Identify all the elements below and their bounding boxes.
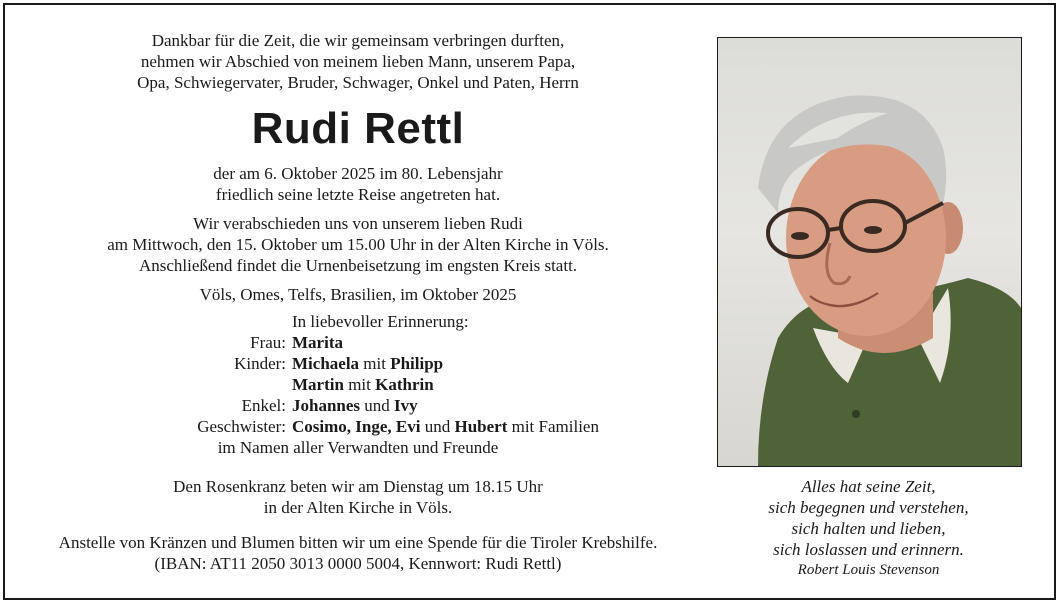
quote xyxy=(717,476,1020,580)
death-line: friedlich seine letzte Reise angetreten hat. xyxy=(215,185,501,204)
farewell-line: Anschließend findet die Urnenbeisetzung im engsten Kreis statt. xyxy=(138,256,578,275)
mourners-heading: In liebevoller Erinnerung: xyxy=(292,312,469,331)
grandchild-name: Ivy xyxy=(394,396,418,415)
donation-line: (IBAN: AT11 2050 3013 0000 5004, Kennwort: Rudi Rettl) xyxy=(154,554,562,573)
relatives-line: im Namen aller Verwandten und Freunde xyxy=(217,438,499,457)
rosary-line: Den Rosenkranz beten wir am Dienstag um 18.15 Uhr xyxy=(173,477,543,496)
partner-name: Philipp xyxy=(390,354,444,373)
quote-line: sich halten und lieben, xyxy=(791,519,946,538)
deceased-name: Rudi Rettl xyxy=(251,104,465,153)
farewell-line: am Mittwoch, den 15. Oktober um 15.00 Uhr in der Alten Kirche in Völs. xyxy=(107,235,609,254)
donation-line: Anstelle von Kränzen und Blumen bitten wir um eine Spende für die Tiroler Krebshilfe. xyxy=(58,533,658,552)
intro-line: nehmen wir Abschied von meinem lieben Mann, unserem Papa, xyxy=(140,52,576,71)
child-name: Michaela xyxy=(292,354,360,373)
siblings-suffix: mit Familien xyxy=(507,417,599,436)
wife-label: Frau: xyxy=(250,333,286,352)
obituary-text xyxy=(18,30,698,574)
children-label: Kinder: xyxy=(234,354,286,373)
grandchild-name: Johannes xyxy=(292,396,361,415)
and-text: und xyxy=(420,417,455,436)
death-line: der am 6. Oktober 2025 im 80. Lebensjahr xyxy=(213,164,503,183)
intro-line: Opa, Schwiegervater, Bruder, Schwager, Onkel und Paten, Herrn xyxy=(137,73,579,92)
farewell-line: Wir verabschieden uns von unserem lieben Rudi xyxy=(193,214,523,233)
quote-line: sich begegnen und verstehen, xyxy=(768,498,969,517)
portrait-photo xyxy=(717,37,1022,467)
partner-name: Kathrin xyxy=(375,375,434,394)
siblings-label: Geschwister: xyxy=(197,417,286,436)
mourners-list xyxy=(18,311,698,437)
portrait-illustration xyxy=(718,38,1021,466)
place-date: Völs, Omes, Telfs, Brasilien, im Oktober 2025 xyxy=(199,285,517,304)
quote-line: sich loslassen und erinnern. xyxy=(773,540,964,559)
and-text: und xyxy=(360,396,395,415)
grandchildren-label: Enkel: xyxy=(241,396,286,415)
quote-author: Robert Louis Stevenson xyxy=(797,562,940,578)
rosary-line: in der Alten Kirche in Völs. xyxy=(263,498,453,517)
with-text: mit xyxy=(359,354,391,373)
sibling-name: Hubert xyxy=(454,417,508,436)
quote-line: Alles hat seine Zeit, xyxy=(801,477,936,496)
wife-name: Marita xyxy=(292,333,343,352)
with-text: mit xyxy=(343,375,376,394)
siblings-names: Cosimo, Inge, Evi xyxy=(292,417,421,436)
intro-line: Dankbar für die Zeit, die wir gemeinsam verbringen durften, xyxy=(151,31,565,50)
child-name: Martin xyxy=(292,375,344,394)
